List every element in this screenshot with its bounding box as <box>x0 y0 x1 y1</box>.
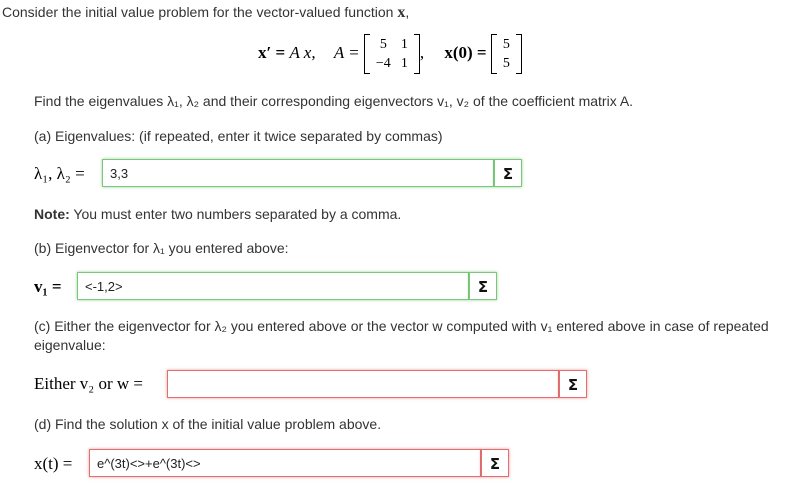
find-instruction: Find the eigenvalues λ₁, λ₂ and their corresponding eigenvectors v₁, v₂ of the coefficient matrix A. <box>34 93 634 109</box>
part-a-prompt: (a) Eigenvalues: (if repeated, enter it twice separated by commas) <box>34 128 443 144</box>
vector-cell: 5 <box>502 37 510 52</box>
solution-label: x(t) = <box>34 454 73 473</box>
part-d-prompt: (d) Find the solution x of the initial value problem above. <box>34 416 382 432</box>
sigma-icon[interactable]: Σ <box>469 272 497 300</box>
matrix-cell: 1 <box>400 56 408 71</box>
sigma-icon[interactable]: Σ <box>559 370 587 398</box>
matrix-cell: 1 <box>400 37 408 52</box>
note-bold: Note: <box>34 206 70 222</box>
eq-a-label: A = <box>333 42 360 62</box>
initial-vector <box>491 34 522 74</box>
note-body: You must enter two numbers separated by a comma. <box>69 206 402 222</box>
note-text <box>34 206 401 222</box>
eq-rhs: A x, <box>289 42 316 62</box>
eigenvalues-input[interactable]: 3,3 <box>102 159 494 187</box>
eigenvector-input[interactable]: <-1,2> <box>77 272 469 300</box>
vector-cell: 5 <box>502 56 510 71</box>
eq-x0-label: x(0) = <box>444 42 487 62</box>
either-vector-input[interactable] <box>167 370 559 398</box>
either-vector-label: Either v₂ or w = <box>34 374 143 393</box>
matrix-cell: −4 <box>375 56 391 71</box>
intro-text: Consider the initial value problem for the vector-valued function <box>2 4 394 20</box>
part-c-prompt-line1: (c) Either the eigenvector for λ₂ you entered above or the vector w computed with v₁ entered above in case of repeated <box>34 318 769 334</box>
equation-row <box>258 34 522 74</box>
sigma-icon[interactable]: Σ <box>494 159 522 187</box>
part-c-prompt-line2: eigenvalue: <box>34 337 106 353</box>
matrix-cell: 5 <box>379 37 387 52</box>
eq-comma: , <box>419 42 425 62</box>
intro-var: x <box>397 4 406 21</box>
solution-input[interactable]: e^(3t)<>+e^(3t)<> <box>89 449 481 477</box>
eq-lhs: x′ = <box>258 42 290 62</box>
eigenvalues-label: λ₁, λ₂ = <box>34 164 85 183</box>
intro-end: , <box>405 4 410 20</box>
part-b-prompt: (b) Eigenvector for λ₁ you entered above: <box>34 240 289 256</box>
problem-intro <box>2 4 409 22</box>
eigenvector-label: v₁ = <box>34 277 62 296</box>
sigma-icon[interactable]: Σ <box>481 449 509 477</box>
coefficient-matrix <box>364 34 420 74</box>
